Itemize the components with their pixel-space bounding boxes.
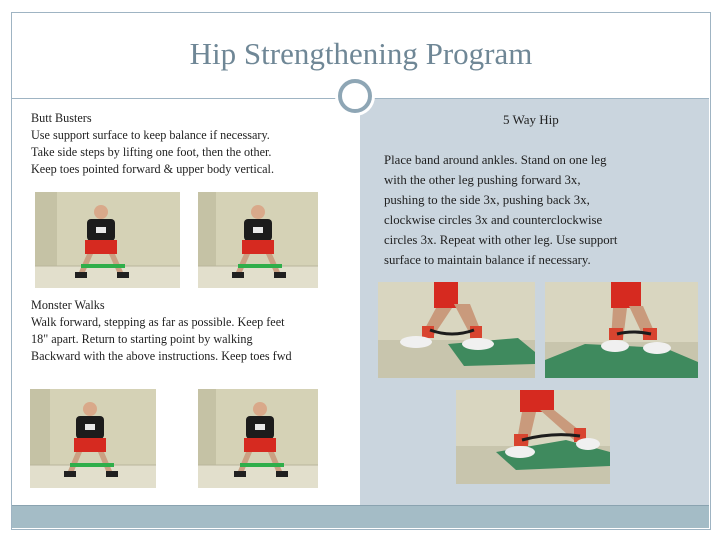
slide-title: Hip Strengthening Program xyxy=(189,36,533,71)
five-way-hip-photo xyxy=(545,282,698,378)
monster-walks-line: Walk forward, stepping as far as possible. Keep feet xyxy=(31,315,285,329)
five-way-hip-line: circles 3x. Repeat with other leg. Use support xyxy=(384,233,618,247)
butt-busters-line: Use support surface to keep balance if necessary. xyxy=(31,128,270,142)
divider-line-right xyxy=(372,98,709,99)
monster-walks-line: 18" apart. Return to starting point by walking xyxy=(31,332,253,346)
butt-busters-line: Butt Busters xyxy=(31,111,92,125)
monster-walks-line: Backward with the above instructions. Keep toes fwd xyxy=(31,349,292,363)
circle-ornament-icon xyxy=(338,79,372,113)
monster-walks-photo xyxy=(30,389,156,488)
butt-busters-line: Take side steps by lifting one foot, then the other. xyxy=(31,145,272,159)
five-way-hip-heading: 5 Way Hip xyxy=(503,112,559,127)
monster-walks-line: Monster Walks xyxy=(31,298,105,312)
five-way-hip-line: surface to maintain balance if necessary. xyxy=(384,253,591,267)
five-way-hip-line: Place band around ankles. Stand on one leg xyxy=(384,153,607,167)
monster-walks-photo xyxy=(198,389,318,488)
five-way-hip-photo xyxy=(456,390,610,484)
bottom-bar xyxy=(12,505,709,528)
butt-busters-line: Keep toes pointed forward & upper body vertical. xyxy=(31,162,274,176)
five-way-hip-photo xyxy=(378,282,535,378)
five-way-hip-line: with the other leg pushing forward 3x, xyxy=(384,173,581,187)
divider-line-left xyxy=(12,98,338,99)
butt-busters-photo xyxy=(198,192,318,288)
butt-busters-photo xyxy=(35,192,180,288)
five-way-hip-line: clockwise circles 3x and counterclockwise xyxy=(384,213,603,227)
five-way-hip-line: pushing to the side 3x, pushing back 3x, xyxy=(384,193,590,207)
